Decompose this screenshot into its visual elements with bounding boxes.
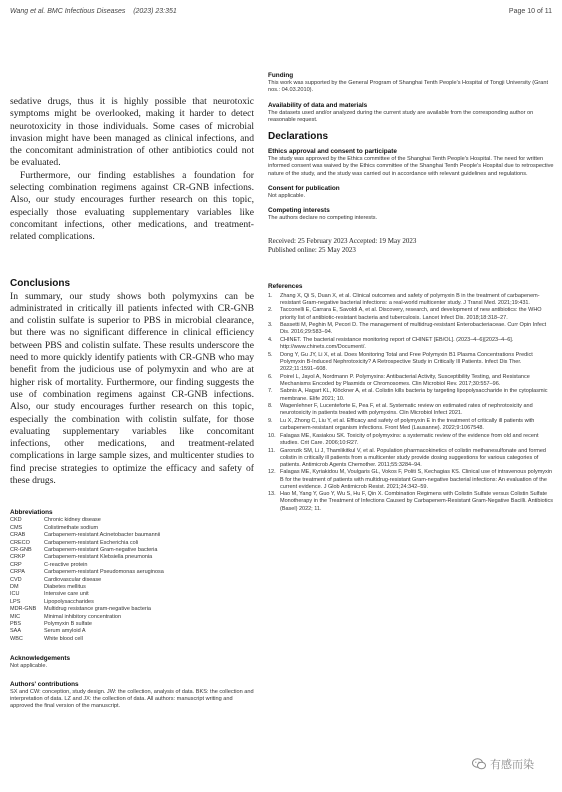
reference-number: 13. [268, 491, 276, 498]
abbreviation-term: CVD [10, 576, 22, 583]
abbreviation-term: CRAB [10, 532, 26, 539]
abbreviation-term: CR-GNB [10, 546, 32, 553]
reference-number: 5. [268, 351, 273, 358]
abbreviation-term: DM [10, 583, 19, 590]
reference-number: 9. [268, 418, 273, 425]
reference-number: 6. [268, 373, 273, 380]
reference-text: Bassetti M, Peghin M, Pecori D. The management of multidrug-resistant Enterobacteriaceae. Curr Opin Infect Dis. 2016;29:583–94. [280, 322, 547, 336]
discussion-paragraph-2: Furthermore, our finding establishes a foundation for selecting combination regimens against CR-GNB infections. Also, our study encourages further research on this topic, especially those evaluating supplementary variables like concomitant infections, other medications, and treatment-related complications. [10, 169, 254, 243]
contributions-text: SX and CW: conception, study design. JW: the collection, analysis of data. BKS: the collection and interpretation of data. LZ and JX: the collection of data. All authors: manuscript writing and approved the final version of the manuscript. [10, 688, 254, 710]
acknowledgements-section [10, 655, 254, 670]
competing-heading: Competing interests [268, 207, 330, 215]
reference-text: Zhang X, Qi S, Duan X, et al. Clinical outcomes and safety of polymyxin B in the treatment of carbapenem-resistant Gram-negative bacterial infections: a real-world multicenter study. J Transl Med. 2021;19:431. [280, 292, 540, 306]
references-section [268, 283, 556, 513]
conclusions-text: In summary, our study shows both polymyxins can be administrated in critically ill patients infected with CR-GNB and colistin sulfate is superior to PBS in microbial clearance, but there was no significant difference in clinical efficiency between PBS and colistin sulfate. These results underscore the need to more quickly identify patients with CR-GNB who may benefit from the judicious use of polymyxin and who are at higher risk of mortality. Furthermore, our finding suggests the use of combination regimens against CR-GNB infections. Also, our study encourages further research on this topic, especially the combination with colistin sulfate, for those evaluating supplementary variables like concomitant infections, other medications, and treatment-related complications in large sample sizes, and multicenter studies to find precise strategies to optimize the efficacy and safety of these drugs. [10, 290, 254, 487]
reference-item [268, 307, 556, 321]
journal-citation [10, 8, 177, 15]
abbreviation-item [10, 614, 254, 621]
discussion-text [10, 96, 254, 244]
abbreviation-definition: Polymyxin B sulfate [44, 621, 92, 627]
reference-item [268, 469, 556, 490]
abbreviation-definition: Diabetes mellitus [44, 583, 86, 590]
reference-text: Poirel L, Jayol A, Nordmann P. Polymyxins: Antibacterial Activity, Susceptibility Testing, and Resistance Mechanisms Encoded by Plasmids or Chromosomes. Clin Microbiol Rev. 2017;30:557–96. [280, 373, 530, 387]
contributions-heading: Authors' contributions [10, 680, 79, 688]
journal-name: Wang et al. BMC Infectious Diseases [10, 8, 126, 15]
abbreviation-item [10, 621, 254, 628]
abbreviation-term: CRP [10, 561, 22, 568]
reference-text: Sabnis A, Hagart KL, Klöckner A, et al. Colistin kills bacteria by targeting lipopolysaccharide in the cytoplasmic membrane. Elife 2021; 10. [280, 388, 548, 402]
funding-heading: Funding [268, 72, 294, 79]
abbreviation-item [10, 525, 254, 532]
funding-text: This work was supported by the General Program of Shanghai Tenth People's Hospital of Tongji University (Grant nos.: 04.03.2010). [268, 80, 549, 94]
abbreviation-definition: Carbapenem-resistant Pseudomonas aeruginosa [44, 569, 164, 576]
abbreviation-item [10, 554, 254, 561]
page-header [10, 8, 552, 20]
received-accepted-dates: Received: 25 February 2023 Accepted: 19 May 2023 [268, 236, 417, 245]
availability-heading: Availability of data and materials [268, 101, 368, 109]
abbreviation-definition: White blood cell [44, 635, 83, 642]
reference-number: 12. [268, 469, 276, 476]
abbreviation-item [10, 547, 254, 554]
discussion-paragraph-1: sedative drugs, thus it is highly possible that neurotoxic symptoms might be overlooked, making it harder to detect neurotoxicity in those individuals. Some cases of microbial invasion might have been managed as clinical infections, and the concomitant administration of other antibiotics could not be evaluated. [10, 96, 254, 169]
competing-section [268, 207, 556, 222]
abbreviation-term: WBC [10, 635, 23, 642]
availability-text: The datasets used and/or analyzed during the current study are available from the corresponding author on reasonable request. [268, 109, 534, 123]
reference-number: 11. [268, 447, 276, 454]
watermark-text: 有感而染 [490, 758, 534, 771]
reference-number: 4. [268, 337, 273, 344]
competing-text: The authors declare no competing interests. [268, 215, 378, 222]
reference-text: Wagenlehner F, Lucenteforte E, Pea F, et al. Systematic review on estimated rates of nephrotoxicity and neurotoxicity in patients treated with polymyxins. Clin Microbiol Infect 2021. [280, 403, 533, 417]
reference-item [268, 491, 556, 512]
acknowledgements-heading: Acknowledgements [10, 655, 71, 663]
wechat-icon [472, 758, 486, 770]
abbreviation-item [10, 577, 254, 584]
consent-section [268, 185, 556, 200]
reference-item [268, 418, 556, 432]
reference-number: 1. [268, 292, 273, 299]
abbreviation-term: SAA [10, 628, 22, 635]
reference-number: 3. [268, 322, 273, 329]
abbreviation-item [10, 517, 254, 524]
abbreviation-term: PBS [10, 621, 22, 627]
acknowledgements-text: Not applicable. [10, 663, 48, 670]
abbreviation-item [10, 532, 254, 539]
abbreviation-term: MIC [10, 613, 21, 620]
ethics-heading: Ethics approval and consent to participate [268, 148, 397, 156]
reference-item [268, 352, 556, 373]
abbreviation-item [10, 584, 254, 591]
abbreviation-item [10, 599, 254, 606]
abbreviation-term: MDR-GNB [10, 606, 37, 613]
abbreviation-definition: Intensive care unit [44, 591, 89, 598]
reference-item [268, 433, 556, 447]
abbreviation-definition: Multidrug resistance gram-negative bacteria [44, 606, 151, 613]
abbreviation-item [10, 591, 254, 598]
reference-text: Tacconelli E, Carrara E, Savoldi A, et al. Discovery, research, and development of new antibiotics: the WHO priority list of antibiotic-resistant bacteria and tuberculosis. Lancet Infect Dis. 2018;18:318–27. [280, 307, 542, 321]
consent-heading: Consent for publication [268, 185, 340, 193]
reference-text: Falagas ME, Kyriakidou M, Voulgaris GL, Vokos F, Politi S, Kechagias KS. Clinical use of intravenous polymyxin B for the treatment of patients with multidrug-resistant Gram-negative bacterial infections: An evaluation of the current evidence. J Glob Antimicrob Resist. 2021;24:342–59. [280, 469, 553, 490]
abbreviation-definition: Minimal inhibitory concentration [44, 613, 122, 620]
reference-number: 10. [268, 432, 276, 439]
abbreviation-item [10, 540, 254, 547]
reference-item [268, 337, 556, 351]
abbreviations-section [10, 509, 254, 643]
abbreviation-item [10, 562, 254, 569]
reference-item [268, 388, 556, 402]
ethics-section [268, 148, 556, 178]
consent-text: Not applicable. [268, 193, 306, 200]
abbreviation-item [10, 569, 254, 576]
reference-item [268, 374, 556, 388]
abbreviation-definition: Cardiovascular disease [44, 576, 102, 583]
abbreviation-definition: Serum amyloid A [44, 628, 86, 635]
abbreviation-definition: Carbapenem-resistant Acinetobacter baumannii [44, 532, 161, 539]
abbreviation-definition: Chronic kidney disease [44, 517, 101, 524]
abbreviation-term: ICU [10, 591, 20, 598]
reference-text: Hao M, Yang Y, Guo Y, Wu S, Hu F, Qin X. Combination Regimens with Colistin Sulfate versus Colistin Sulfate Monotherapy in the Treatment of Infections Caused by Carbapenem-Resistant Gram-Negative Bacilli. Antibiotics (Basel) 2022; 11. [280, 491, 553, 512]
reference-item [268, 448, 556, 469]
abbreviations-heading: Abbreviations [10, 509, 53, 517]
abbreviation-term: CRKP [10, 554, 26, 561]
references-list [268, 293, 556, 513]
reference-text: Falagas ME, Kasiakou SK. Toxicity of polymyxins: a systematic review of the evidence from old and recent studies. Crit Care. 2006;10:R27. [280, 432, 539, 446]
right-column [268, 72, 556, 513]
reference-number: 2. [268, 307, 273, 314]
abbreviation-term: LPS [10, 598, 21, 605]
reference-text: Garonzik SM, Li J, Thamlikitkul V, et al. Population pharmacokinetics of colistin methanesulfonate and formed colistin in critically ill patients from a multicenter study provide dosing suggestions for various categories of patients. Antimicrob Agents Chemother. 2011;55:3284–94. [280, 447, 546, 468]
abbreviation-term: CRECO [10, 539, 30, 546]
abbreviation-item [10, 636, 254, 643]
abbreviation-item [10, 606, 254, 613]
reference-text: CHINET. The bacterial resistance monitoring report of CHINET [EB/OL]. (2023–4–6)[2023–4–6]. http://www.chinets.com/Document/. [280, 337, 514, 351]
page-number: Page 10 of 11 [508, 8, 552, 15]
published-date: Published online: 25 May 2023 [268, 245, 356, 254]
abbreviation-term: CRPA [10, 569, 25, 576]
abbreviation-definition: Lipopolysaccharides [44, 598, 94, 605]
reference-number: 8. [268, 403, 273, 410]
conclusions-heading: Conclusions [10, 277, 71, 289]
reference-item [268, 293, 556, 307]
ethics-text: The study was approved by the Ethics committee of the Shanghai Tenth People's Hospital. The need for written informed consent was waived by the Ethics committee of the Shanghai Tenth People's Hospital due to retrospective nature of the study, and the study was carried out in accordance with relevant guidelines and regulations. [268, 156, 554, 177]
watermark [472, 756, 534, 772]
abbreviation-term: CKD [10, 517, 22, 524]
references-heading: References [268, 282, 303, 290]
abbreviation-definition: Carbapenem-resistant Klebsiella pneumonia [44, 554, 153, 561]
reference-text: Lu X, Zhong C, Liu Y, et al. Efficacy and safety of polymyxin E in the treatment of critically ill patients with carbapenem-resistant organism infections. Front Med (Lausanne). 2022;9:1067548. [280, 418, 535, 432]
contributions-section [10, 681, 254, 711]
declarations-heading: Declarations [268, 131, 329, 143]
reference-item [268, 322, 556, 336]
availability-section [268, 102, 556, 125]
abbreviation-definition: Carbapenem-resistant Gram-negative bacteria [44, 546, 158, 553]
volume-issue: (2023) 23:351 [133, 8, 177, 15]
abbreviation-definition: C-reactive protein [44, 561, 88, 568]
left-column [10, 96, 254, 710]
reference-text: Dong Y, Gu JY, Li X, et al. Does Monitoring Total and Free Polymyxin B1 Plasma Concentrations Predict Polymyxin B-Induced Nephrotoxicity? A Retrospective Study in Critically Ill Patients. Infect Dis Ther. 2022;11:1591–608. [280, 351, 533, 372]
abbreviation-term: CMS [10, 524, 23, 531]
reference-item [268, 403, 556, 417]
abbreviations-list [10, 517, 254, 643]
reference-number: 7. [268, 388, 273, 395]
funding-section [268, 72, 556, 95]
abbreviation-item [10, 628, 254, 635]
abbreviation-definition: Carbapenem-resistant Escherichia coli [44, 539, 139, 546]
publication-dates [268, 237, 556, 255]
abbreviation-definition: Colistimethate sodium [44, 524, 99, 531]
